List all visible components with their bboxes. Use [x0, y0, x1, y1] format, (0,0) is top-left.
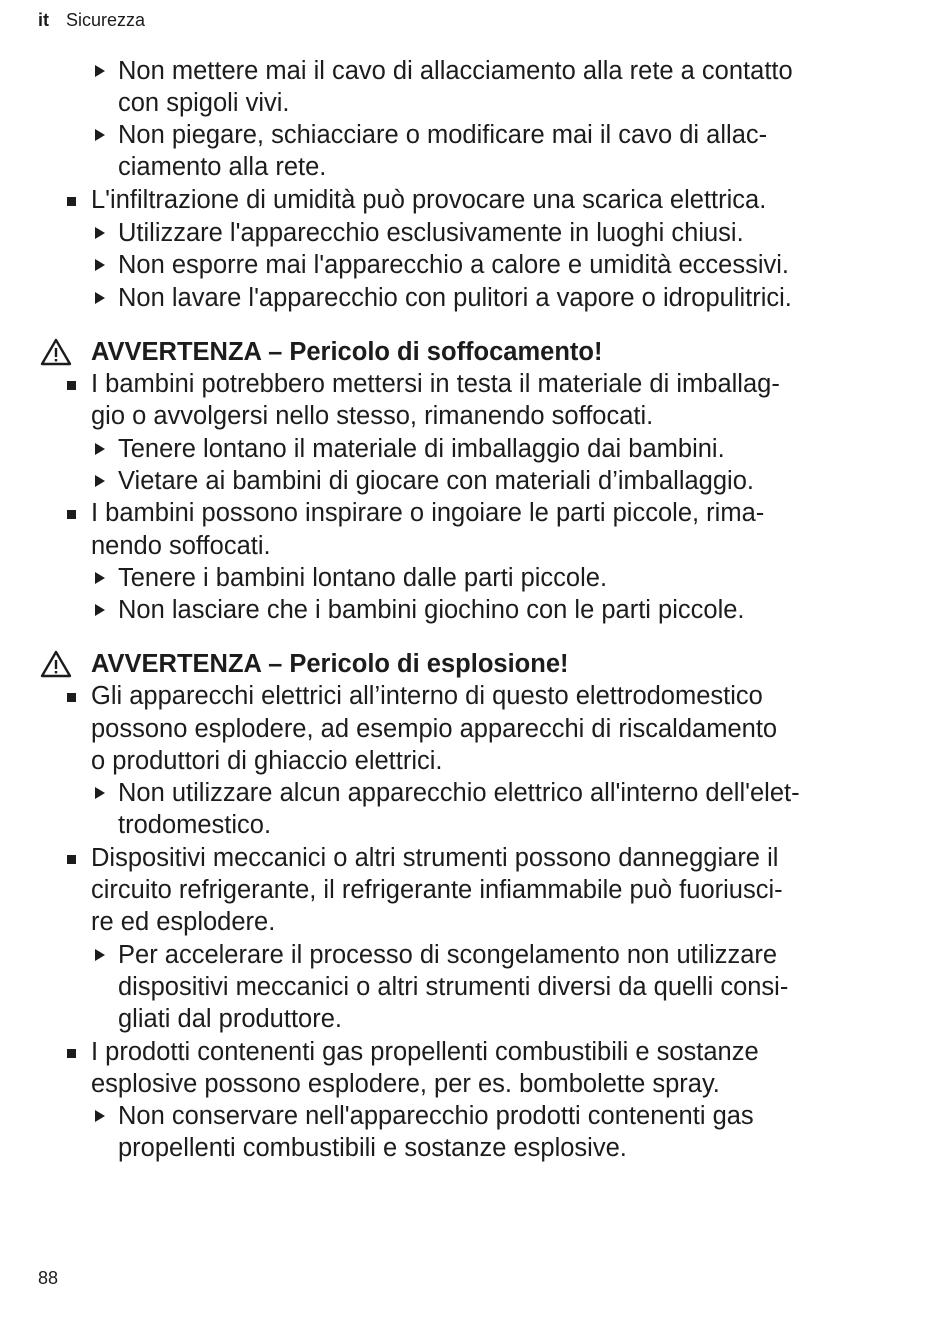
- square-bullet-icon: [67, 197, 76, 206]
- arrow-bullet-icon: [95, 259, 105, 271]
- action-line: Non piegare, schiacciare o modificare mai il cavo di allac-: [118, 121, 768, 149]
- square-bullet-icon: [67, 855, 76, 864]
- action-line: Non lavare l'apparecchio con pulitori a vapore o idropulitrici.: [118, 284, 792, 312]
- hazard-line: Dispositivi meccanici o altri strumenti possono danneggiare il: [91, 844, 779, 872]
- action-line: Non lasciare che i bambini giochino con le parti piccole.: [118, 596, 745, 624]
- hazard-line: esplosive possono esplodere, per es. bombolette spray.: [91, 1070, 720, 1098]
- page-header: [38, 10, 145, 31]
- action-line: propellenti combustibili e sostanze esplosive.: [118, 1134, 627, 1162]
- action-line: Tenere i bambini lontano dalle parti piccole.: [118, 564, 608, 592]
- hazard-line: L'infiltrazione di umidità può provocare una scarica elettrica.: [91, 186, 767, 214]
- action-line: Non utilizzare alcun apparecchio elettrico all'interno dell'elet-: [118, 779, 800, 807]
- warning-triangle-icon: [40, 338, 72, 366]
- action-line: Non esporre mai l'apparecchio a calore e umidità eccessivi.: [118, 251, 790, 279]
- square-bullet-icon: [67, 510, 76, 519]
- hazard-line: I bambini potrebbero mettersi in testa il materiale di imballag-: [91, 370, 780, 398]
- action-line: gliati dal produttore.: [118, 1005, 342, 1033]
- hazard-line: Gli apparecchi elettrici all’interno di questo elettrodomestico: [91, 682, 763, 710]
- hazard-line: possono esplodere, ad esempio apparecchi di riscaldamento: [91, 715, 778, 743]
- arrow-bullet-icon: [95, 787, 105, 799]
- square-bullet-icon: [67, 381, 76, 390]
- hazard-line: gio o avvolgersi nello stesso, rimanendo soffocati.: [91, 402, 654, 430]
- section-title: Sicurezza: [66, 10, 146, 30]
- page-number: 88: [38, 1268, 59, 1288]
- arrow-bullet-icon: [95, 1110, 105, 1122]
- action-line: Per accelerare il processo di scongelamento non utilizzare: [118, 941, 778, 969]
- warning-title: AVVERTENZA – Pericolo di soffocamento!: [91, 338, 603, 366]
- square-bullet-icon: [67, 693, 76, 702]
- arrow-bullet-icon: [95, 443, 105, 455]
- arrow-bullet-icon: [95, 65, 105, 77]
- arrow-bullet-icon: [95, 949, 105, 961]
- arrow-bullet-icon: [95, 604, 105, 616]
- square-bullet-icon: [67, 1049, 76, 1058]
- action-line: Non conservare nell'apparecchio prodotti contenenti gas: [118, 1102, 754, 1130]
- hazard-line: I bambini possono inspirare o ingoiare le parti piccole, rima-: [91, 499, 765, 527]
- warning-title: AVVERTENZA – Pericolo di esplosione!: [91, 650, 569, 678]
- action-line: trodomestico.: [118, 811, 272, 839]
- action-line: Tenere lontano il materiale di imballaggio dai bambini.: [118, 435, 725, 463]
- language-code: it: [38, 10, 49, 30]
- arrow-bullet-icon: [95, 572, 105, 584]
- hazard-line: nendo soffocati.: [91, 532, 271, 560]
- action-line: ciamento alla rete.: [118, 153, 327, 181]
- action-line: Non mettere mai il cavo di allacciamento alla rete a contatto: [118, 57, 793, 85]
- arrow-bullet-icon: [95, 227, 105, 239]
- warning-triangle-icon: [40, 650, 72, 678]
- hazard-line: circuito refrigerante, il refrigerante infiammabile può fuoriusci-: [91, 876, 783, 904]
- action-line: dispositivi meccanici o altri strumenti diversi da quelli consi-: [118, 973, 789, 1001]
- action-line: con spigoli vivi.: [118, 89, 290, 117]
- arrow-bullet-icon: [95, 475, 105, 487]
- hazard-line: I prodotti contenenti gas propellenti combustibili e sostanze: [91, 1038, 759, 1066]
- hazard-line: re ed esplodere.: [91, 908, 276, 936]
- arrow-bullet-icon: [95, 129, 105, 141]
- arrow-bullet-icon: [95, 292, 105, 304]
- action-line: Utilizzare l'apparecchio esclusivamente in luoghi chiusi.: [118, 219, 744, 247]
- hazard-line: o produttori di ghiaccio elettrici.: [91, 747, 443, 775]
- action-line: Vietare ai bambini di giocare con materiali d’imballaggio.: [118, 467, 754, 495]
